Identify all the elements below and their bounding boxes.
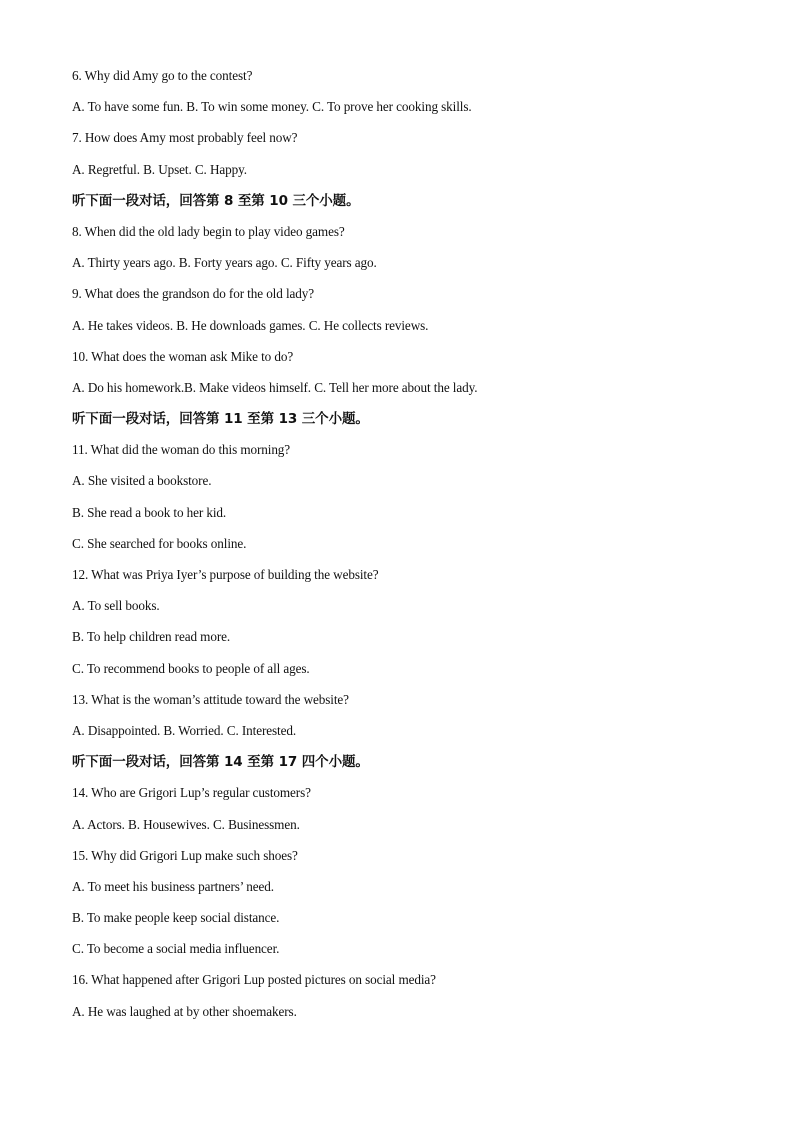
answer-options: A. Thirty years ago. B. Forty years ago. C. Fifty years ago. [72,255,377,271]
answer-option: B. To help children read more. [72,629,231,645]
answer-option: A. To sell books. [72,598,160,614]
answer-options: A. To have some fun. B. To win some money. C. To prove her cooking skills. [72,99,472,115]
question-text: 8. When did the old lady begin to play video games? [72,223,345,239]
section-heading: 听下面一段对话，回答第 11 至第 13 三个小题。 [72,411,369,428]
question-text: 16. What happened after Grigori Lup posted pictures on social media? [72,972,436,988]
answer-option: C. To become a social media influencer. [72,941,280,957]
answer-option: A. To meet his business partners’ need. [72,878,274,894]
question-text: 11. What did the woman do this morning? [72,442,291,458]
question-text: 6. Why did Amy go to the contest? [72,68,253,83]
question-text: 13. What is the woman’s attitude toward the website? [72,691,349,707]
section-heading: 听下面一段对话，回答第 8 至第 10 三个小题。 [72,192,360,209]
answer-options: A. Actors. B. Housewives. C. Businessmen. [72,816,300,832]
answer-options: A. Do his homework.B. Make videos himself. C. Tell her more about the lady. [72,379,478,395]
answer-option: A. She visited a bookstore. [72,473,212,489]
answer-options: A. He takes videos. B. He downloads games. C. He collects reviews. [72,317,429,333]
answer-option: A. He was laughed at by other shoemakers. [72,1003,297,1019]
document-page [72,66,732,1033]
answer-options: A. Regretful. B. Upset. C. Happy. [72,161,247,177]
answer-option: B. To make people keep social distance. [72,910,280,926]
question-text: 10. What does the woman ask Mike to do? [72,348,294,364]
answer-options: A. Disappointed. B. Worried. C. Interested. [72,722,297,738]
question-text: 15. Why did Grigori Lup make such shoes? [72,847,298,863]
question-text: 14. Who are Grigori Lup’s regular customers? [72,785,311,801]
answer-option: C. She searched for books online. [72,535,247,551]
question-text: 7. How does Amy most probably feel now? [72,130,298,146]
answer-option: C. To recommend books to people of all ages. [72,660,310,676]
question-text: 9. What does the grandson do for the old lady? [72,286,314,302]
question-text: 12. What was Priya Iyer’s purpose of building the website? [72,567,379,582]
answer-option: B. She read a book to her kid. [72,504,227,520]
section-heading: 听下面一段对话，回答第 14 至第 17 四个小题。 [72,754,369,771]
